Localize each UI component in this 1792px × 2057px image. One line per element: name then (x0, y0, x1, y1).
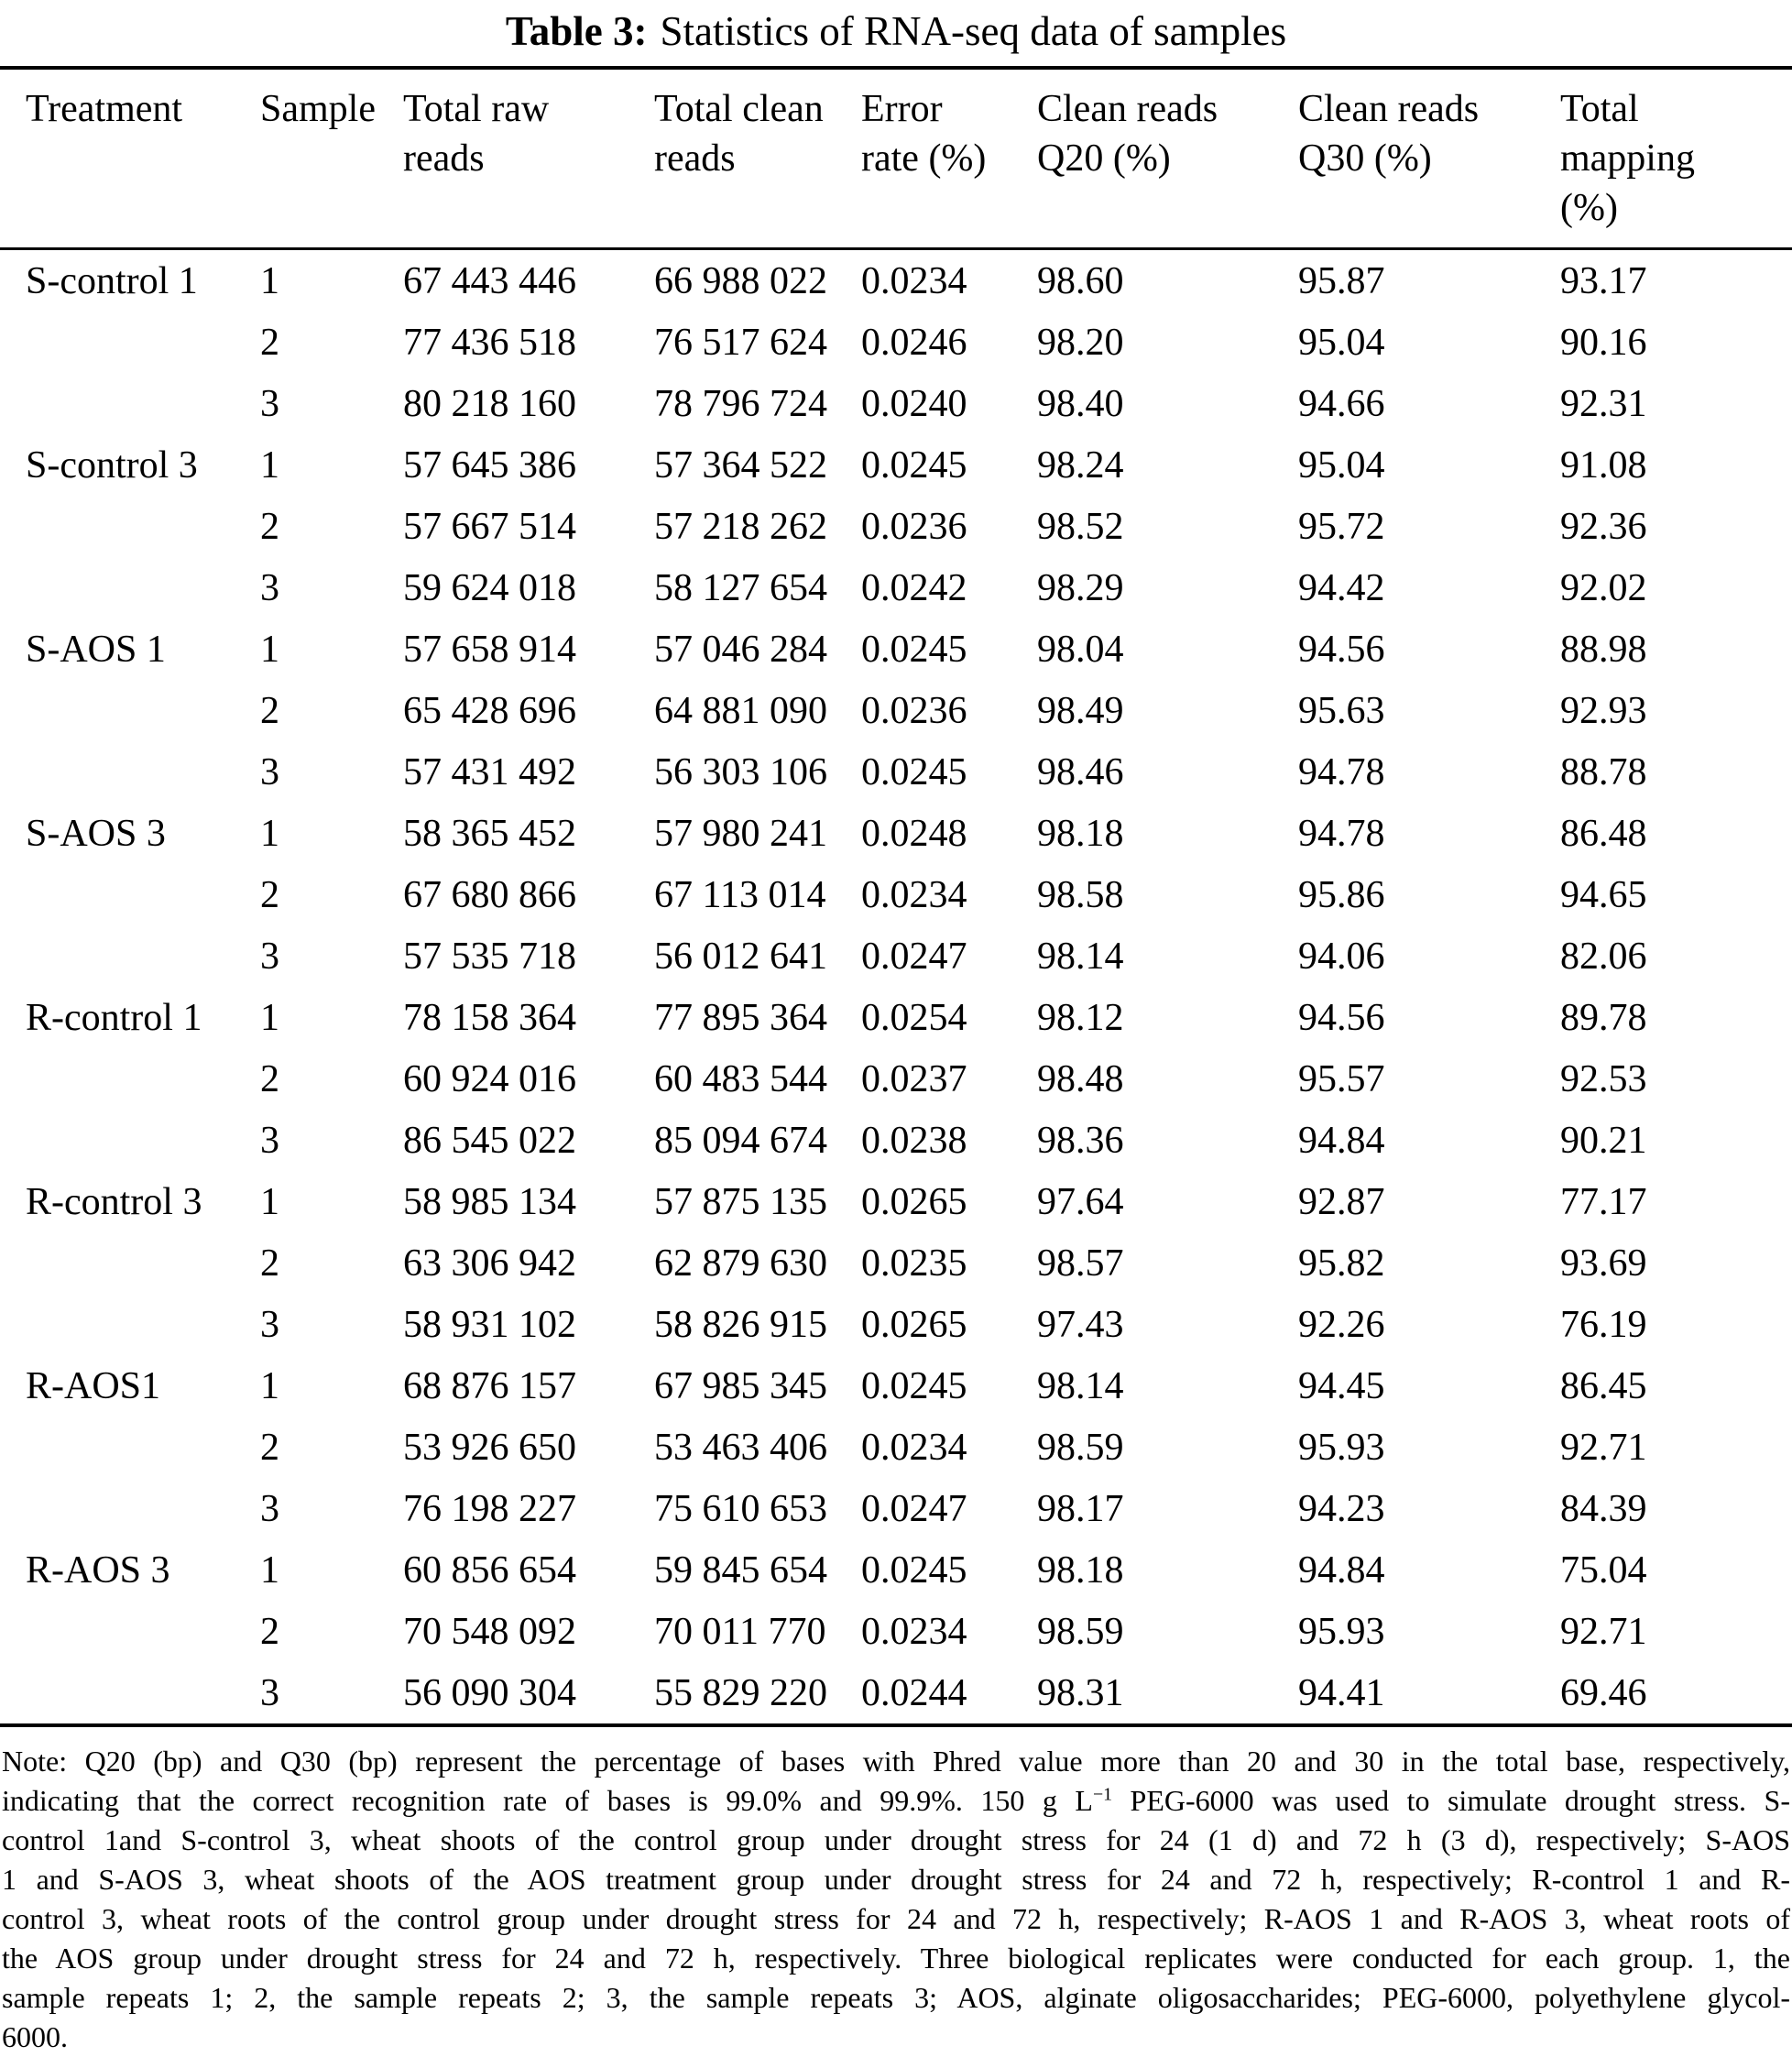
cell-q20: 98.20 (1037, 321, 1124, 364)
cell-error: 0.0245 (861, 1364, 967, 1407)
note-line: 6000. (2, 2020, 68, 2053)
cell-raw: 58 365 452 (403, 812, 576, 855)
cell-mapping: 94.65 (1560, 873, 1647, 916)
cell-raw: 77 436 518 (403, 321, 576, 364)
cell-error: 0.0247 (861, 1487, 967, 1530)
cell-clean: 56 303 106 (654, 750, 827, 793)
cell-mapping: 88.98 (1560, 628, 1647, 671)
cell-raw: 67 443 446 (403, 259, 576, 302)
cell-clean: 67 113 014 (654, 873, 826, 916)
cell-raw: 65 428 696 (403, 689, 576, 732)
note-line: control 1and S-control 3, wheat shoots of the control group under drought stress for 24 (1 d) and 72 h (3 d), respectively; S-AOS (2, 1823, 1790, 1856)
cell-error: 0.0246 (861, 321, 967, 364)
table-caption (0, 0, 1792, 55)
cell-treatment (0, 312, 260, 373)
cell-raw: 70 548 092 (403, 1610, 576, 1653)
cell-q30: 94.56 (1298, 628, 1385, 671)
cell-q30: 94.23 (1298, 1487, 1385, 1530)
cell-raw: 86 545 022 (403, 1119, 576, 1162)
column-header-error (861, 68, 1037, 249)
cell-raw: 58 985 134 (403, 1180, 576, 1223)
note-line: control 3, wheat roots of the control group under drought stress for 24 and 72 h, respectively; R-AOS 1 and R-AOS 3, wheat roots of (2, 1902, 1790, 1935)
cell-mapping: 92.71 (1560, 1426, 1647, 1469)
cell-mapping: 93.69 (1560, 1242, 1647, 1285)
cell-clean: 57 046 284 (654, 628, 827, 671)
cell-q20: 98.58 (1037, 873, 1124, 916)
cell-raw: 60 856 654 (403, 1548, 576, 1592)
cell-q20: 98.36 (1037, 1119, 1124, 1162)
cell-mapping: 89.78 (1560, 996, 1647, 1039)
cell-mapping: 90.21 (1560, 1119, 1647, 1162)
cell-q20: 98.46 (1037, 750, 1124, 793)
cell-sample: 3 (260, 1303, 279, 1346)
cell-q30: 95.57 (1298, 1057, 1385, 1100)
cell-q20: 98.59 (1037, 1610, 1124, 1653)
cell-q20: 98.14 (1037, 935, 1124, 978)
cell-clean: 64 881 090 (654, 689, 827, 732)
cell-sample: 3 (260, 382, 279, 425)
cell-treatment (0, 1048, 260, 1110)
table-row (0, 1294, 1792, 1355)
cell-treatment: S-AOS 3 (26, 812, 166, 855)
cell-raw: 57 431 492 (403, 750, 576, 793)
cell-treatment (0, 557, 260, 618)
cell-mapping: 69.46 (1560, 1671, 1647, 1714)
column-header-line: (%) (1560, 187, 1618, 229)
table-row (0, 1110, 1792, 1171)
cell-error: 0.0247 (861, 935, 967, 978)
cell-error: 0.0248 (861, 812, 967, 855)
cell-clean: 60 483 544 (654, 1057, 827, 1100)
cell-error: 0.0235 (861, 1242, 967, 1285)
cell-treatment (0, 1601, 260, 1662)
cell-sample: 1 (260, 996, 279, 1039)
column-header-line: reads (654, 137, 736, 180)
cell-clean: 66 988 022 (654, 259, 827, 302)
column-header-line: Total clean (654, 88, 824, 130)
cell-q30: 95.04 (1298, 443, 1385, 487)
table-row (0, 1171, 1792, 1232)
note-line (2, 1781, 1790, 1821)
cell-q30: 95.63 (1298, 689, 1385, 732)
cell-raw: 76 198 227 (403, 1487, 576, 1530)
cell-q20: 98.14 (1037, 1364, 1124, 1407)
column-header-line: Q20 (%) (1037, 137, 1171, 180)
table-row (0, 925, 1792, 987)
cell-mapping: 93.17 (1560, 259, 1647, 302)
cell-sample: 3 (260, 935, 279, 978)
cell-sample: 3 (260, 750, 279, 793)
column-header-raw (403, 68, 654, 249)
column-header-sample (260, 68, 403, 249)
note-line-post: PEG-6000 was used to simulate drought stress. S- (1112, 1784, 1791, 1817)
cell-clean: 58 127 654 (654, 566, 827, 609)
cell-clean: 62 879 630 (654, 1242, 827, 1285)
table-header-row (0, 68, 1792, 249)
table-body (0, 249, 1792, 1726)
cell-q20: 98.17 (1037, 1487, 1124, 1530)
table-row (0, 1539, 1792, 1601)
table-row (0, 1662, 1792, 1725)
cell-sample: 3 (260, 566, 279, 609)
cell-treatment (0, 864, 260, 925)
cell-mapping: 92.93 (1560, 689, 1647, 732)
cell-q30: 94.42 (1298, 566, 1385, 609)
cell-sample: 2 (260, 1426, 279, 1469)
cell-q20: 98.24 (1037, 443, 1124, 487)
cell-q20: 98.12 (1037, 996, 1124, 1039)
cell-mapping: 91.08 (1560, 443, 1647, 487)
cell-clean: 58 826 915 (654, 1303, 827, 1346)
cell-raw: 63 306 942 (403, 1242, 576, 1285)
cell-raw: 60 924 016 (403, 1057, 576, 1100)
cell-sample: 1 (260, 628, 279, 671)
cell-treatment (0, 373, 260, 434)
column-header-line: Total raw (403, 88, 550, 130)
table-row (0, 557, 1792, 618)
cell-clean: 77 895 364 (654, 996, 827, 1039)
cell-treatment (0, 1478, 260, 1539)
cell-treatment (0, 1662, 260, 1725)
table-row (0, 312, 1792, 373)
cell-mapping: 75.04 (1560, 1548, 1647, 1592)
table-row (0, 1601, 1792, 1662)
cell-error: 0.0238 (861, 1119, 967, 1162)
cell-q20: 97.64 (1037, 1180, 1124, 1223)
cell-raw: 78 158 364 (403, 996, 576, 1039)
note-line: the AOS group under drought stress for 24 and 72 h, respectively. Three biological replicates were conducted for each group. 1, the (2, 1942, 1790, 1975)
cell-clean: 75 610 653 (654, 1487, 827, 1530)
cell-sample: 2 (260, 321, 279, 364)
cell-q20: 98.49 (1037, 689, 1124, 732)
superscript-exponent: −1 (1092, 1784, 1113, 1805)
cell-sample: 1 (260, 1548, 279, 1592)
cell-treatment: S-control 3 (26, 443, 198, 487)
cell-q30: 95.72 (1298, 505, 1385, 548)
cell-treatment (0, 680, 260, 741)
cell-raw: 68 876 157 (403, 1364, 576, 1407)
cell-q30: 95.93 (1298, 1610, 1385, 1653)
cell-treatment (0, 741, 260, 803)
cell-clean: 57 364 522 (654, 443, 827, 487)
cell-error: 0.0234 (861, 1610, 967, 1653)
cell-q30: 94.84 (1298, 1548, 1385, 1592)
cell-mapping: 76.19 (1560, 1303, 1647, 1346)
cell-treatment: R-control 1 (26, 996, 202, 1039)
cell-raw: 57 667 514 (403, 505, 576, 548)
cell-sample: 1 (260, 443, 279, 487)
cell-treatment (0, 496, 260, 557)
cell-q20: 98.60 (1037, 259, 1124, 302)
cell-raw: 53 926 650 (403, 1426, 576, 1469)
cell-q20: 98.18 (1037, 1548, 1124, 1592)
cell-q20: 98.04 (1037, 628, 1124, 671)
cell-q30: 95.86 (1298, 873, 1385, 916)
cell-sample: 1 (260, 1364, 279, 1407)
column-header-line: rate (%) (861, 137, 987, 180)
table-caption-label: Table 3: (505, 8, 648, 54)
cell-error: 0.0242 (861, 566, 967, 609)
note-line-pre: indicating that the correct recognition rate of bases is 99.0% and 99.9%. 150 g L (2, 1784, 1093, 1817)
cell-error: 0.0265 (861, 1303, 967, 1346)
cell-clean: 85 094 674 (654, 1119, 827, 1162)
cell-clean: 76 517 624 (654, 321, 827, 364)
table-row (0, 618, 1792, 680)
cell-q30: 94.56 (1298, 996, 1385, 1039)
cell-clean: 67 985 345 (654, 1364, 827, 1407)
cell-sample: 3 (260, 1487, 279, 1530)
cell-sample: 2 (260, 1610, 279, 1653)
column-header-line: mapping (1560, 137, 1695, 180)
column-header-line: reads (403, 137, 485, 180)
cell-sample: 2 (260, 873, 279, 916)
cell-treatment (0, 1110, 260, 1171)
cell-sample: 1 (260, 1180, 279, 1223)
column-header-q20 (1037, 68, 1298, 249)
column-header-treatment (0, 68, 260, 249)
cell-mapping: 84.39 (1560, 1487, 1647, 1530)
cell-clean: 55 829 220 (654, 1671, 827, 1714)
table-caption-text: Statistics of RNA-seq data of samples (660, 8, 1287, 54)
cell-clean: 57 218 262 (654, 505, 827, 548)
cell-mapping: 92.02 (1560, 566, 1647, 609)
table-row (0, 1417, 1792, 1478)
cell-q20: 98.31 (1037, 1671, 1124, 1714)
cell-treatment: S-AOS 1 (26, 628, 166, 671)
cell-treatment: R-control 3 (26, 1180, 202, 1223)
cell-raw: 67 680 866 (403, 873, 576, 916)
table-row (0, 434, 1792, 496)
cell-mapping: 86.45 (1560, 1364, 1647, 1407)
cell-sample: 2 (260, 1242, 279, 1285)
cell-sample: 2 (260, 1057, 279, 1100)
cell-sample: 3 (260, 1119, 279, 1162)
cell-sample: 1 (260, 259, 279, 302)
note-line: 1 and S-AOS 3, wheat shoots of the AOS treatment group under drought stress for 24 and 72 h, respectively; R-control 1 and R- (2, 1863, 1790, 1896)
cell-error: 0.0254 (861, 996, 967, 1039)
cell-mapping: 86.48 (1560, 812, 1647, 855)
cell-q30: 94.66 (1298, 382, 1385, 425)
cell-error: 0.0245 (861, 750, 967, 793)
cell-treatment (0, 1232, 260, 1294)
cell-mapping: 92.71 (1560, 1610, 1647, 1653)
cell-q30: 94.41 (1298, 1671, 1385, 1714)
cell-mapping: 92.36 (1560, 505, 1647, 548)
cell-error: 0.0236 (861, 505, 967, 548)
table-row (0, 741, 1792, 803)
note-line: Note: Q20 (bp) and Q30 (bp) represent the percentage of bases with Phred value more than 20 and 30 in the total base, respectively, (2, 1745, 1790, 1778)
cell-q30: 94.84 (1298, 1119, 1385, 1162)
cell-error: 0.0237 (861, 1057, 967, 1100)
column-header-line: Treatment (26, 88, 183, 130)
cell-error: 0.0245 (861, 1548, 967, 1592)
cell-q30: 94.78 (1298, 750, 1385, 793)
table-row (0, 803, 1792, 864)
table-row (0, 1478, 1792, 1539)
cell-clean: 78 796 724 (654, 382, 827, 425)
cell-treatment (0, 1417, 260, 1478)
table-row (0, 249, 1792, 312)
cell-raw: 56 090 304 (403, 1671, 576, 1714)
cell-raw: 80 218 160 (403, 382, 576, 425)
cell-sample: 1 (260, 812, 279, 855)
cell-treatment (0, 1294, 260, 1355)
cell-mapping: 77.17 (1560, 1180, 1647, 1223)
cell-error: 0.0234 (861, 259, 967, 302)
cell-error: 0.0236 (861, 689, 967, 732)
cell-q30: 92.26 (1298, 1303, 1385, 1346)
cell-treatment: R-AOS1 (26, 1364, 161, 1407)
cell-raw: 59 624 018 (403, 566, 576, 609)
cell-mapping: 92.31 (1560, 382, 1647, 425)
column-header-q30 (1298, 68, 1560, 249)
table-row (0, 987, 1792, 1048)
cell-treatment: S-control 1 (26, 259, 198, 302)
cell-q20: 98.18 (1037, 812, 1124, 855)
column-header-line: Total (1560, 88, 1639, 130)
cell-q20: 98.52 (1037, 505, 1124, 548)
cell-q20: 98.57 (1037, 1242, 1124, 1285)
cell-treatment (0, 925, 260, 987)
cell-q30: 94.06 (1298, 935, 1385, 978)
cell-clean: 56 012 641 (654, 935, 827, 978)
column-header-line: Clean reads (1037, 88, 1218, 130)
note-line: sample repeats 1; 2, the sample repeats 2; 3, the sample repeats 3; AOS, alginate oligosaccharides; PEG-6000, polyethylene glycol- (2, 1981, 1790, 2014)
column-header-line: Q30 (%) (1298, 137, 1432, 180)
cell-q20: 98.48 (1037, 1057, 1124, 1100)
cell-mapping: 90.16 (1560, 321, 1647, 364)
cell-sample: 3 (260, 1671, 279, 1714)
cell-clean: 70 011 770 (654, 1610, 826, 1653)
cell-mapping: 92.53 (1560, 1057, 1647, 1100)
cell-raw: 58 931 102 (403, 1303, 576, 1346)
column-header-clean (654, 68, 861, 249)
cell-q20: 97.43 (1037, 1303, 1124, 1346)
table-row (0, 373, 1792, 434)
cell-q20: 98.59 (1037, 1426, 1124, 1469)
cell-sample: 2 (260, 505, 279, 548)
cell-q30: 95.82 (1298, 1242, 1385, 1285)
cell-q30: 94.78 (1298, 812, 1385, 855)
column-header-line: Error (861, 88, 943, 130)
column-header-line: Sample (260, 88, 376, 130)
table-note (0, 1742, 1792, 2057)
cell-sample: 2 (260, 689, 279, 732)
cell-error: 0.0234 (861, 1426, 967, 1469)
cell-error: 0.0244 (861, 1671, 967, 1714)
cell-clean: 53 463 406 (654, 1426, 827, 1469)
cell-q30: 92.87 (1298, 1180, 1385, 1223)
column-header-line: Clean reads (1298, 88, 1480, 130)
cell-mapping: 88.78 (1560, 750, 1647, 793)
table-row (0, 680, 1792, 741)
cell-clean: 57 875 135 (654, 1180, 827, 1223)
table-row (0, 1355, 1792, 1417)
cell-treatment: R-AOS 3 (26, 1548, 170, 1592)
table-row (0, 864, 1792, 925)
table-row (0, 1048, 1792, 1110)
cell-error: 0.0240 (861, 382, 967, 425)
cell-clean: 57 980 241 (654, 812, 827, 855)
rnaseq-stats-table (0, 66, 1792, 1727)
cell-q30: 94.45 (1298, 1364, 1385, 1407)
cell-q30: 95.87 (1298, 259, 1385, 302)
table-row (0, 496, 1792, 557)
table-row (0, 1232, 1792, 1294)
cell-clean: 59 845 654 (654, 1548, 827, 1592)
cell-q30: 95.04 (1298, 321, 1385, 364)
cell-q20: 98.29 (1037, 566, 1124, 609)
cell-error: 0.0245 (861, 443, 967, 487)
cell-q30: 95.93 (1298, 1426, 1385, 1469)
cell-error: 0.0265 (861, 1180, 967, 1223)
cell-raw: 57 658 914 (403, 628, 576, 671)
cell-mapping: 82.06 (1560, 935, 1647, 978)
cell-q20: 98.40 (1037, 382, 1124, 425)
cell-raw: 57 535 718 (403, 935, 576, 978)
column-header-mapping (1560, 68, 1792, 249)
cell-error: 0.0234 (861, 873, 967, 916)
cell-raw: 57 645 386 (403, 443, 576, 487)
cell-error: 0.0245 (861, 628, 967, 671)
